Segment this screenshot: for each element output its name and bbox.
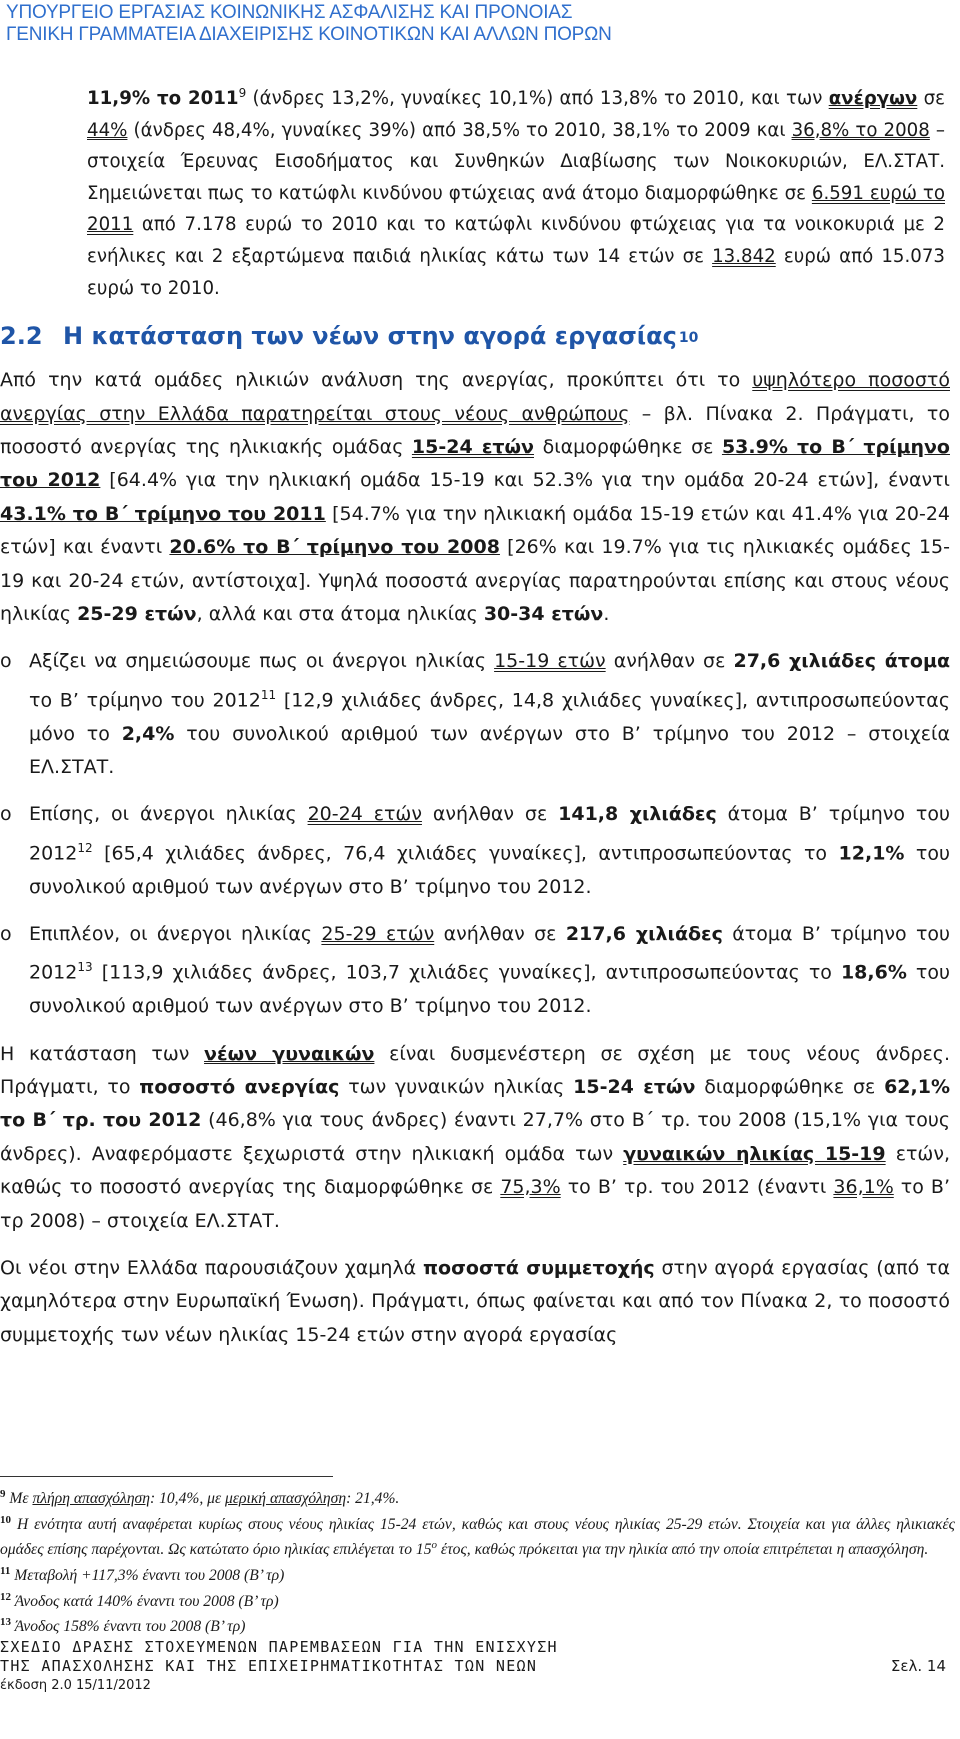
section-heading xyxy=(0,322,960,350)
section-number: 2.2 xyxy=(0,322,43,351)
para-text: [26% και 19.7% για τις ηλικιακές ομάδες 15-19 και 20-24 ετών, αντίστοιχα]. Υψηλά ποσοστά ανεργίας παρατηρούνται επίσης και στους νέους ηλικίας xyxy=(0,536,950,626)
para-emphasis: 53.9% το Β΄ τρίμηνο του 2012 xyxy=(0,436,950,492)
para-emphasis: ποσοστό ανεργίας xyxy=(139,1075,340,1098)
bullet-text-part: [65,4 χιλιάδες άνδρες, 76,4 χιλιάδες γυναίκες], αντιπροσωπεύοντας το xyxy=(92,842,839,865)
intro-text: (άνδρες 48,4%, γυναίκες 39%) από 38,5% το 2010, 38,1% το 2009 και xyxy=(127,119,792,141)
intro-text: ευρώ από 15.073 ευρώ το 2010. xyxy=(87,246,945,299)
footnote-text: Άνοδος κατά 140% έναντι του 2008 (Β’ τρ) xyxy=(11,1592,279,1610)
page-number: Σελ. 14 xyxy=(890,1657,946,1675)
intro-text: –στοιχεία Έρευνας Εισοδήματος και Συνθηκών Διαβίωσης των Νοικοκυριών, ΕΛ.ΣΤΑΤ. Σημειώνεται πως το κατώφλι κινδύνου φτώχειας ανά άτομο διαμορφώθηκε σε xyxy=(87,119,945,204)
footnote-11 xyxy=(0,1561,955,1587)
bullet-text-part: ανήλθαν σε xyxy=(434,922,566,945)
footnote-ref-12[interactable]: 12 xyxy=(77,840,93,855)
bullet-text-part: Επιπλέον, οι άνεργοι ηλικίας xyxy=(29,922,322,945)
para-emphasis: νέων γυναικών xyxy=(204,1042,375,1065)
footnote-ref-13[interactable]: 13 xyxy=(77,960,93,975)
bullet-text xyxy=(29,918,950,1024)
bullet-text-part: το Β’ τρίμηνο του 2012 xyxy=(29,689,261,712)
page-footer xyxy=(0,1638,950,1695)
bullet-emphasis: 217,6 χιλιάδες xyxy=(565,922,723,945)
para-text: το Β’ τρ 2008) – στοιχεία ΕΛ.ΣΤΑΤ. xyxy=(0,1176,950,1232)
bullet-text-part: ανήλθαν σε xyxy=(421,803,559,826)
para-text: το Β’ τρ. του 2012 (έναντι xyxy=(560,1176,834,1199)
intro-emphasis: ανέργων xyxy=(828,88,918,110)
footnote-text: πλήρη απασχόληση xyxy=(32,1490,150,1508)
para-emphasis: 43.1% το Β΄ τρίμηνο του 2011 xyxy=(0,502,326,525)
para-text: [54.7% για την ηλικιακή ομάδα 15-19 ετών και 41.4% για 20-24 ετών] και έναντι xyxy=(0,502,950,559)
footer-plan-subtitle: ΤΗΣ ΑΠΑΣΧΟΛΗΣΗΣ ΚΑΙ ΤΗΣ ΕΠΙΧΕΙΡΗΜΑΤΙΚΟΤΗΤΑΣ ΤΩΝ ΝΕΩΝ xyxy=(0,1657,538,1675)
page-body xyxy=(0,78,960,1352)
page-header xyxy=(6,2,612,46)
paragraph-young-women xyxy=(0,1038,950,1238)
para-text: [64.4% για την ηλικιακή ομάδα 15-19 και 52.3% για την ομάδα 20-24 ετών], έναντι xyxy=(100,469,950,492)
footnote-text: Με xyxy=(5,1490,33,1508)
bullet-emphasis: 141,8 χιλιάδες xyxy=(558,803,717,826)
footnote-text: Άνοδος 158% έναντι του 2008 (Β’ τρ) xyxy=(11,1618,246,1636)
para-text: Η κατάσταση των xyxy=(0,1042,205,1065)
footnote-text: : 10,4%, με xyxy=(149,1490,226,1508)
para-emphasis: 15-24 ετών xyxy=(411,436,534,459)
para-emphasis: 36,1% xyxy=(833,1176,894,1199)
para-emphasis: 30-34 ετών xyxy=(483,603,604,626)
intro-text: (άνδρες 13,2%, γυναίκες 10,1%) από 13,8% το 2010, και των xyxy=(246,88,829,110)
para-text: . xyxy=(603,603,610,626)
footnote-text: Η ενότητα αυτή αναφέρεται κυρίως στους νέους ηλικίας 15-24 ετών, καθώς και στους νέους ηλικίας 25-29 ετών. Στοιχεία και για άλλες ηλικιακές ομάδες επίσης παρέχονται. Ως κατώτατο όριο ηλικίας επιλέγεται το 15 xyxy=(0,1515,955,1559)
footer-plan-title: ΣΧΕΔΙΟ ΔΡΑΣΗΣ ΣΤΟΧΕΥΜΕΝΩΝ ΠΑΡΕΜΒΑΣΕΩΝ ΓΙΑ ΤΗΝ ΕΝΙΣΧΥΣΗ xyxy=(0,1638,558,1656)
bullet-emphasis: 25-29 ετών xyxy=(321,922,435,945)
bullet-text-part: του συνολικού αριθμού των ανέργων στο Β’ τρίμηνο του 2012 – στοιχεία ΕΛ.ΣΤΑΤ. xyxy=(29,722,950,779)
directorate-name: ΓΕΝΙΚΗ ΓΡΑΜΜΑΤΕΙΑ ΔΙΑΧΕΙΡΙΣΗΣ ΚΟΙΝΟΤΙΚΩΝ ΚΑΙ ΑΛΛΩΝ ΠΟΡΩΝ xyxy=(6,24,612,45)
footnote-text: Μεταβολή +117,3% έναντι του 2008 (Β’ τρ) xyxy=(10,1567,285,1585)
bullet-text xyxy=(29,645,950,784)
bullet-emphasis: 20-24 ετών xyxy=(307,803,422,826)
bullet-emphasis: 18,6% xyxy=(840,961,907,984)
footnote-10 xyxy=(0,1510,955,1561)
bullet-text-part: του συνολικού αριθμού των ανέργων στο Β’ τρίμηνο του 2012. xyxy=(29,961,950,1018)
footnote-12 xyxy=(0,1587,955,1613)
intro-emphasis: 13.842 xyxy=(712,246,776,268)
footnote-ordinal: ο xyxy=(431,1539,438,1552)
section-title: Η κατάσταση των νέων στην αγορά εργασίας xyxy=(63,322,677,351)
bullet-text-part: άτομα Β’ τρίμηνο του 2012 xyxy=(29,803,950,865)
bullet-marker: o xyxy=(0,922,12,945)
para-emphasis: 62,1% το Β΄ τρ. του 2012 xyxy=(0,1075,950,1132)
bullet-item-25-29 xyxy=(0,918,960,1024)
para-emphasis: γυναικών ηλικίας 15-19 xyxy=(623,1142,886,1165)
para-text: , αλλά και στα άτομα ηλικίας xyxy=(196,603,484,626)
footnote-separator xyxy=(0,1476,333,1477)
para-text: (46,8% για τους άνδρες) έναντι 27,7% στο Β΄ τρ. του 2008 (15,1% για τους άνδρες). Αναφερόμαστε ξεχωριστά στην ηλικιακή ομάδα των xyxy=(0,1109,951,1165)
footnote-number: 10 xyxy=(0,1513,11,1526)
intro-paragraph xyxy=(87,78,945,304)
footnote-number: 9 xyxy=(0,1488,6,1500)
footnote-text: : 21,4%. xyxy=(346,1490,400,1508)
bullet-text-part: [113,9 χιλιάδες άνδρες, 103,7 χιλιάδες γυναίκες], αντιπροσωπεύοντας το xyxy=(92,961,841,984)
para-text: διαμορφώθηκε σε xyxy=(695,1075,885,1098)
intro-emphasis: 36,8% το 2008 xyxy=(791,119,930,141)
para-emphasis: 25-29 ετών xyxy=(77,603,197,626)
footer-edition: έκδοση 2.0 15/11/2012 xyxy=(0,1678,151,1693)
paragraph-age-groups xyxy=(0,364,950,631)
bullet-text-part: ανήλθαν σε xyxy=(605,650,734,673)
intro-text: σε xyxy=(917,88,945,110)
bullet-text-part: Επίσης, οι άνεργοι ηλικίας xyxy=(29,803,308,826)
para-text: είναι δυσμενέστερη σε σχέση με τους νέους άνδρες. Πράγματι, το xyxy=(0,1042,950,1098)
rate-2011: 11,9% το 2011 xyxy=(87,88,239,110)
bullet-emphasis: 27,6 χιλιάδες άτομα xyxy=(733,650,951,673)
footnote-text: μερική απασχόληση xyxy=(225,1490,347,1508)
footnote-number: 12 xyxy=(0,1590,11,1603)
bullet-text xyxy=(29,798,950,904)
intro-text: από 7.178 ευρώ το 2010 και το κατώφλι κινδύνου φτώχειας για τα νοικοκυριά με 2 ενήλικες και 2 εξαρτώμενα παιδιά ηλικίας κάτω των 14 ετών σε xyxy=(87,214,945,268)
para-emphasis: 20.6% το Β΄ τρίμηνο του 2008 xyxy=(169,536,500,559)
footnotes xyxy=(0,1484,955,1638)
para-text: Από την κατά ομάδες ηλικιών ανάλυση της ανεργίας, προκύπτει ότι το xyxy=(0,369,753,392)
para-text: – βλ. Πίνακα 2. Πράγματι, το ποσοστό ανεργίας της ηλικιακής ομάδας xyxy=(0,402,950,459)
footnote-ref-11[interactable]: 11 xyxy=(260,687,277,702)
intro-emphasis: 44% xyxy=(87,119,128,141)
paragraph-participation xyxy=(0,1252,950,1352)
footnote-ref-9[interactable]: 9 xyxy=(238,86,247,100)
para-text: διαμορφώθηκε σε xyxy=(534,436,722,459)
footnote-13 xyxy=(0,1612,955,1638)
para-emphasis: ποσοστά συμμετοχής xyxy=(423,1256,655,1279)
para-emphasis: υψηλότερο ποσοστό ανεργίας στην Ελλάδα παρατηρείται στους νέους ανθρώπους xyxy=(0,369,950,425)
para-text: των γυναικών ηλικίας xyxy=(339,1075,574,1098)
footnote-number: 11 xyxy=(0,1565,11,1578)
bullet-marker: o xyxy=(0,650,12,673)
bullet-text-part: άτομα Β’ τρίμηνο του 2012 xyxy=(29,922,950,984)
bullet-text-part: του συνολικού αριθμού των ανέργων στο Β’ τρίμηνο του 2012. xyxy=(29,842,950,898)
para-text: ετών, καθώς το ποσοστό ανεργίας της διαμορφώθηκε σε xyxy=(0,1142,950,1199)
footnote-ref-10[interactable]: 10 xyxy=(678,330,699,347)
para-text: στην αγορά εργασίας (από τα χαμηλότερα στην Ευρωπαϊκή Ένωση). Πράγματι, όπως φαίνεται και από τον Πίνακα 2, το ποσοστό συμμετοχής των νέων ηλικίας 15-24 ετών στην αγορά εργασίας xyxy=(0,1256,950,1346)
bullet-text-part: Αξίζει να σημειώσουμε πως οι άνεργοι ηλικίας xyxy=(29,650,495,673)
bullet-emphasis: 12,1% xyxy=(838,842,905,865)
bullet-item-15-19 xyxy=(0,645,960,784)
footnote-9 xyxy=(0,1484,955,1510)
footnote-number: 13 xyxy=(0,1616,11,1629)
bullet-text-part: [12,9 χιλιάδες άνδρες, 14,8 χιλιάδες γυναίκες], αντιπροσωπεύοντας μόνο το xyxy=(29,689,950,745)
bullet-emphasis: 15-19 ετών xyxy=(494,650,606,673)
bullet-marker: o xyxy=(0,803,12,826)
ministry-name: ΥΠΟΥΡΓΕΙΟ ΕΡΓΑΣΙΑΣ ΚΟΙΝΩΝΙΚΗΣ ΑΣΦΑΛΙΣΗΣ ΚΑΙ ΠΡΟΝΟΙΑΣ xyxy=(6,2,573,23)
bullet-item-20-24 xyxy=(0,798,960,904)
bullet-emphasis: 2,4% xyxy=(121,722,175,745)
para-emphasis: 75,3% xyxy=(500,1176,561,1199)
para-emphasis: 15-24 ετών xyxy=(573,1075,696,1098)
para-text: Οι νέοι στην Ελλάδα παρουσιάζουν χαμηλά xyxy=(0,1256,424,1279)
footnote-text: έτος, καθώς πρόκειται για την ηλικία από την οποία επιτρέπεται η απασχόληση. xyxy=(437,1541,929,1559)
intro-emphasis: 6.591 ευρώ το 2011 xyxy=(87,182,945,236)
